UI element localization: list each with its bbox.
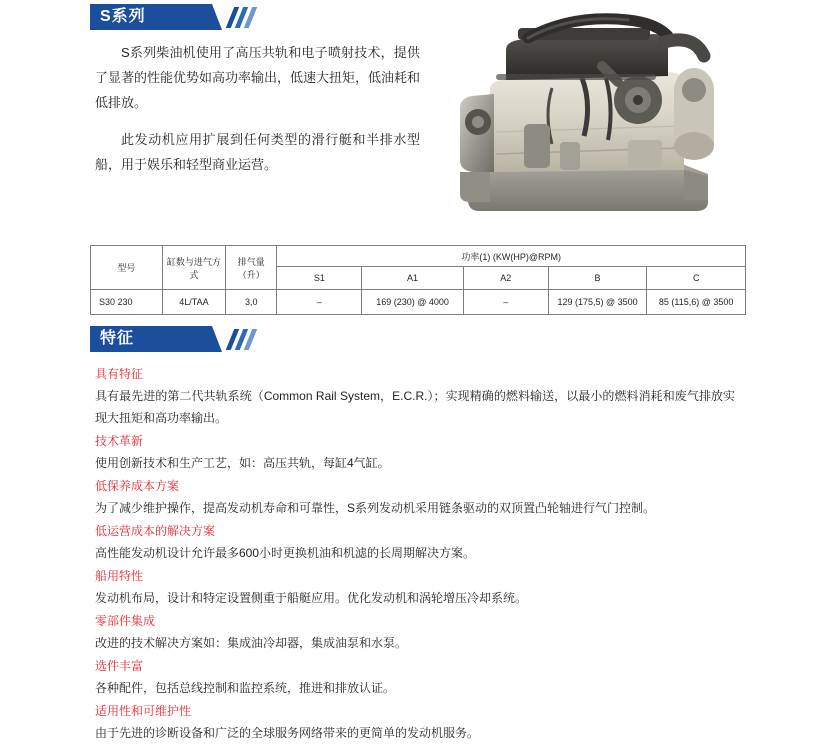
header-displacement: 排气量（升） — [226, 246, 277, 290]
feature-body: 由于先进的诊断设备和广泛的全球服务网络带来的更简单的发动机服务。 — [95, 726, 480, 740]
feature-body: 具有最先进的第二代共轨系统（Common Rail System，E.C.R.）；实现精确的燃料输送，以最小的燃料消耗和废气排放实现大扭矩和高功率输出。 — [95, 389, 735, 425]
feature-body: 高性能发动机设计允许最多600小时更换机油和机滤的长周期解决方案。 — [95, 546, 476, 560]
engine-photo — [432, 4, 744, 232]
header-cylinders: 缸数与进气方式 — [162, 246, 225, 290]
feature-list — [95, 363, 735, 745]
features-banner — [90, 326, 222, 352]
table-header-row-1 — [91, 246, 746, 267]
header-a1: A1 — [362, 267, 464, 290]
features-banner-label: 特征 — [100, 330, 135, 347]
slash-decoration-icon — [230, 328, 257, 350]
banner-notch-icon — [212, 4, 222, 30]
header-a2: A2 — [463, 267, 548, 290]
feature-title: 船用特性 — [95, 569, 144, 583]
cell-cylinders: 4L/TAA — [162, 290, 225, 315]
cell-b: 129 (175,5) @ 3500 — [548, 290, 647, 315]
feature-body: 为了减少维护操作，提高发动机寿命和可靠性，S系列发动机采用链条驱动的双顶置凸轮轴进行气门控制。 — [95, 501, 656, 515]
feature-body: 各种配件，包括总线控制和监控系统，推进和排放认证。 — [95, 681, 396, 695]
header-c: C — [647, 267, 746, 290]
series-banner — [90, 4, 222, 30]
feature-title: 适用性和可维护性 — [95, 704, 192, 718]
feature-title: 零部件集成 — [95, 614, 156, 628]
cell-a1: 169 (230) @ 4000 — [362, 290, 464, 315]
section-header-series — [90, 4, 257, 30]
header-b: B — [548, 267, 647, 290]
header-s1: S1 — [277, 267, 362, 290]
cell-a2: – — [463, 290, 548, 315]
section-header-features — [90, 326, 257, 352]
slash-decoration-icon — [230, 6, 257, 28]
feature-body: 改进的技术解决方案如：集成油冷却器，集成油泵和水泵。 — [95, 636, 408, 650]
feature-title: 选件丰富 — [95, 659, 144, 673]
header-model: 型号 — [91, 246, 163, 290]
series-paragraph-1: S系列柴油机使用了高压共轨和电子喷射技术，提供了显著的性能优势如高功率输出，低速大扭矩，低油耗和低排放。 — [95, 45, 421, 110]
feature-title: 低保养成本方案 — [95, 479, 180, 493]
cell-s1: – — [277, 290, 362, 315]
series-paragraph-2: 此发动机应用扩展到任何类型的滑行艇和半排水型船，用于娱乐和轻型商业运营。 — [95, 132, 420, 172]
feature-title: 低运营成本的解决方案 — [95, 524, 216, 538]
feature-title: 技术革新 — [95, 434, 144, 448]
cell-displacement: 3,0 — [226, 290, 277, 315]
banner-notch-icon — [212, 326, 222, 352]
cell-c: 85 (115,6) @ 3500 — [647, 290, 746, 315]
spec-table — [90, 245, 746, 315]
table-row — [91, 290, 746, 315]
feature-title: 具有特征 — [95, 367, 144, 381]
feature-body: 使用创新技术和生产工艺，如：高压共轨，每缸4气缸。 — [95, 456, 390, 470]
series-intro — [95, 40, 420, 189]
header-power-group: 功率(1) (KW(HP)@RPM) — [277, 246, 746, 267]
feature-body: 发动机布局，设计和特定设置侧重于船艇应用。优化发动机和涡轮增压冷却系统。 — [95, 591, 528, 605]
series-banner-label: S系列 — [100, 8, 146, 25]
cell-model: S30 230 — [91, 290, 163, 315]
